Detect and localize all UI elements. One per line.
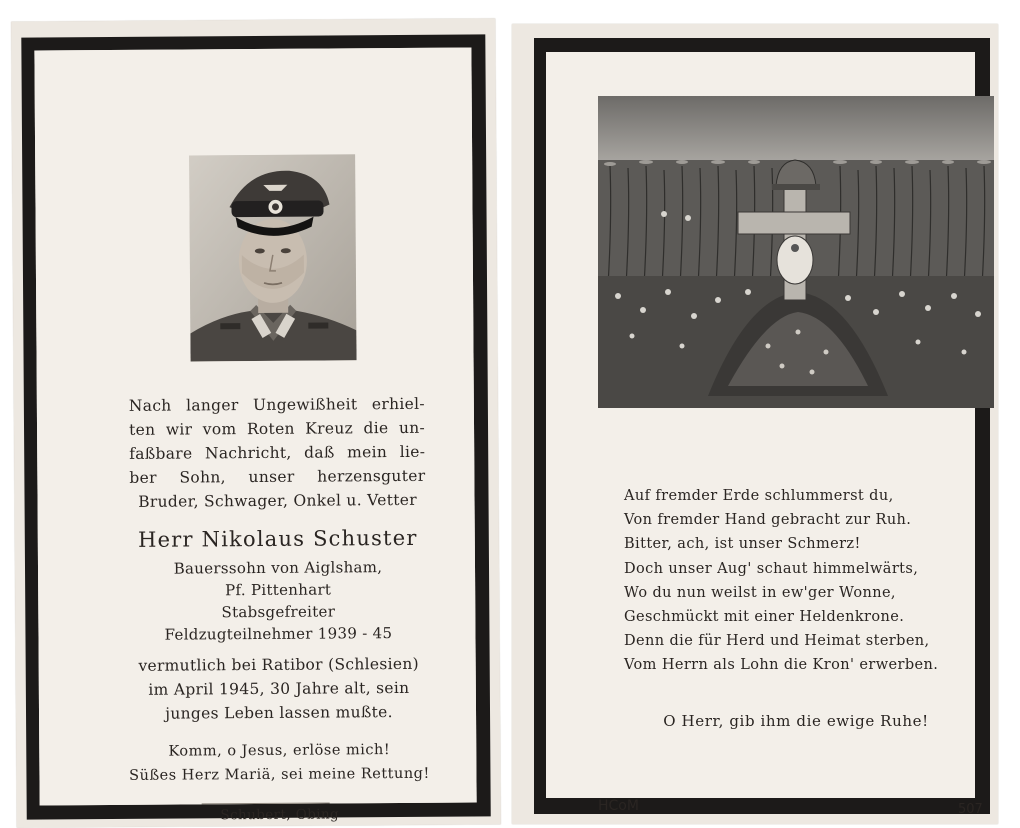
grave-cross-image bbox=[598, 96, 994, 408]
poem-line: Wo du nun weilst in ew'ger Wonne, bbox=[624, 584, 896, 601]
poem-line: Doch unser Aug' schaut himmelwärts, bbox=[624, 560, 919, 577]
memorial-card-back bbox=[512, 24, 998, 824]
detail-line: Pf. Pittenhart bbox=[225, 580, 332, 600]
prayer-text bbox=[79, 737, 479, 788]
poem-line: Auf fremder Erde schlummerst du, bbox=[624, 488, 894, 504]
intro-line: ber Sohn, unser herzensguter bbox=[129, 466, 426, 487]
mourning-border bbox=[21, 34, 490, 824]
intro-line: faßbare Nachricht, daß mein lie- bbox=[129, 442, 426, 463]
poem-line: Von fremder Hand gebracht zur Ruh. bbox=[624, 512, 912, 529]
deceased-name: Herr Nikolaus Schuster bbox=[137, 525, 418, 552]
intro-line: ten wir vom Roten Kreuz die un- bbox=[128, 418, 426, 439]
printer-credit: Schubert, Obing bbox=[220, 806, 340, 824]
poem-line: Geschmückt mit einer Heldenkrone. bbox=[624, 609, 905, 626]
memorial-card-front bbox=[11, 18, 501, 827]
death-line: im April 1945, 30 Jahre alt, sein bbox=[148, 678, 410, 699]
death-line: junges Leben lassen mußte. bbox=[165, 703, 393, 723]
card-number: 507 bbox=[958, 802, 983, 817]
detail-line: Bauerssohn von Aiglsham, bbox=[173, 558, 383, 578]
deceased-details bbox=[78, 555, 479, 646]
poem-text bbox=[624, 484, 938, 678]
mourning-border bbox=[534, 38, 990, 817]
death-line: vermutlich bei Ratibor (Schlesien) bbox=[138, 654, 420, 675]
field-grave-illustration bbox=[598, 96, 994, 408]
portrait-image bbox=[189, 154, 356, 361]
divider-line bbox=[202, 802, 330, 804]
poem-line: Denn die für Herd und Heimat sterben, bbox=[624, 633, 930, 650]
publisher-mark: HCoM bbox=[598, 798, 639, 814]
prayer-line: Komm, o Jesus, erlöse mich! bbox=[168, 742, 391, 760]
announcement-text bbox=[77, 391, 478, 514]
prayer-line: Süßes Herz Mariä, sei meine Rettung! bbox=[129, 765, 430, 784]
death-notice bbox=[79, 651, 479, 726]
soldier-portrait-photo bbox=[189, 154, 356, 361]
intro-line: Nach langer Ungewißheit erhiel- bbox=[128, 394, 425, 415]
detail-line: Stabsgefreiter bbox=[221, 602, 336, 622]
closing-prayer: O Herr, gib ihm die ewige Ruhe! bbox=[663, 712, 929, 730]
detail-line: Feldzugteilnehmer 1939 - 45 bbox=[164, 624, 393, 644]
poem-line: Bitter, ach, ist unser Schmerz! bbox=[624, 536, 861, 553]
intro-line: Bruder, Schwager, Onkel u. Vetter bbox=[138, 490, 417, 511]
card-inner bbox=[546, 52, 983, 817]
poem-line: Vom Herrn als Lohn die Kron' erwerben. bbox=[624, 657, 939, 674]
card-inner bbox=[34, 47, 476, 824]
